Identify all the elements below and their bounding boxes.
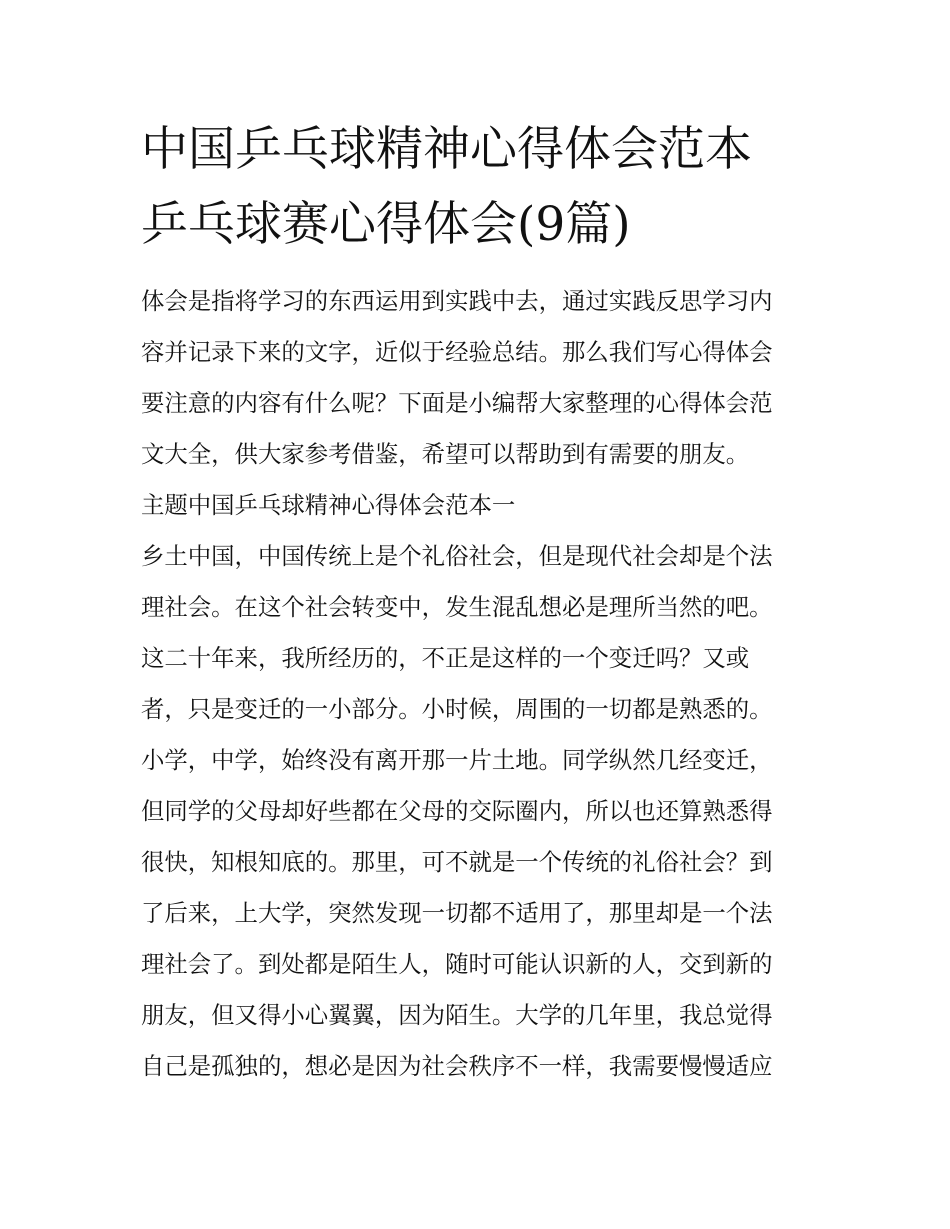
intro-line-1: 体会是指将学习的东西运用到实践中去，通过实践反思学习内 — [141, 287, 773, 315]
essay-line-11: 自己是孤独的，想必是因为社会秩序不一样，我需要慢慢适应 — [141, 1052, 773, 1080]
intro-line-3: 要注意的内容有什么呢？下面是小编帮大家整理的心得体会范 — [141, 389, 773, 417]
essay-line-10: 朋友，但又得小心翼翼，因为陌生。大学的几年里，我总觉得 — [141, 1001, 773, 1029]
essay-line-5: 小学，中学，始终没有离开那一片土地。同学纵然几经变迁， — [141, 746, 773, 774]
essay-line-9: 理社会了。到处都是陌生人，随时可能认识新的人，交到新的 — [141, 950, 773, 978]
essay-line-1: 乡土中国，中国传统上是个礼俗社会，但是现代社会却是个法 — [141, 542, 773, 570]
essay-line-7: 很快，知根知底的。那里，可不就是一个传统的礼俗社会？到 — [141, 848, 773, 876]
title-line-1: 中国乒乓球精神心得体会范本 — [141, 122, 752, 177]
title-line-2: 乒乓球赛心得体会(9篇) — [141, 197, 631, 252]
essay-line-2: 理社会。在这个社会转变中，发生混乱想必是理所当然的吧。 — [141, 593, 773, 621]
section-heading: 主题中国乒乓球精神心得体会范本一 — [141, 491, 516, 519]
document-content — [141, 112, 813, 1092]
essay-line-8: 了后来，上大学，突然发现一切都不适用了，那里却是一个法 — [141, 899, 773, 927]
document-body — [141, 276, 813, 1092]
essay-line-3: 这二十年来，我所经历的，不正是这样的一个变迁吗？又或 — [141, 644, 750, 672]
intro-line-4: 文大全，供大家参考借鉴，希望可以帮助到有需要的朋友。 — [141, 440, 750, 468]
essay-line-4: 者，只是变迁的一小部分。小时候，周围的一切都是熟悉的。 — [141, 695, 773, 723]
intro-line-2: 容并记录下来的文字，近似于经验总结。那么我们写心得体会 — [141, 338, 773, 366]
essay-line-6: 但同学的父母却好些都在父母的交际圈内，所以也还算熟悉得 — [141, 797, 773, 825]
document-title — [141, 112, 813, 262]
